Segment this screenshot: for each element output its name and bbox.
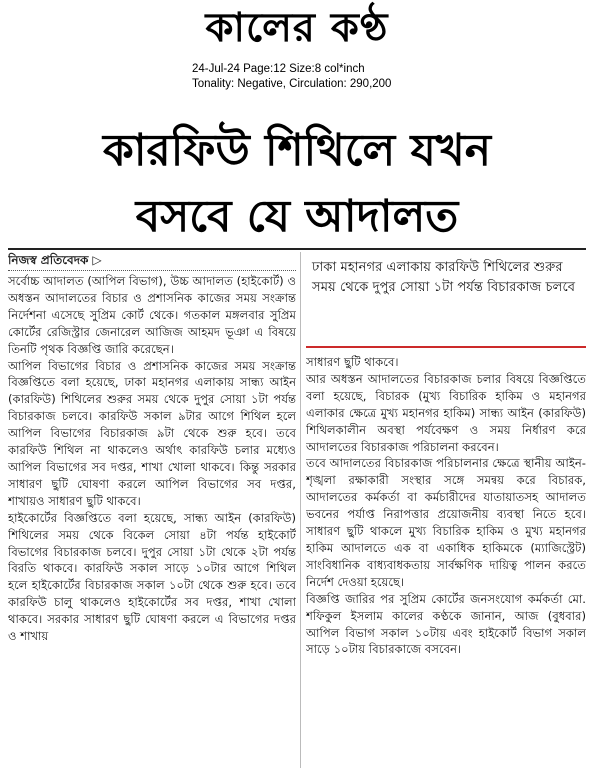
body-paragraph: হাইকোর্টের বিজ্ঞপ্তিতে বলা হয়েছে, সান্ধ্য আইন (কারফিউ) শিথিলের সময় থেকে বিকেল সোয়া ৪টা পর্যন্ত হাইকোর্ট বিভাগের বিচারকাজ চলবে। দুপুর সোয়া ১টা থেকে ২টা পর্যন্ত বিরতি থাকবে। কারফিউ সকাল সাড়ে ১০টার আগে শিথিল হলে হাইকোর্টের বিচারকাজ সকাল ১০টা থেকে শুরু হবে। তবে কারফিউ চালু থাকলেও হাইকোর্টের সব দপ্তর, শাখা খোলা থাকবে। সরকার সাধারণ ছুটি ঘোষণা করলে এ বিভাগের দপ্তর ও শাখায় xyxy=(8,510,296,644)
pull-quote xyxy=(306,252,586,348)
body-paragraph: সাধারণ ছুটি থাকবে। xyxy=(306,355,399,369)
body-paragraph: তবে আদালতের বিচারকাজ পরিচালনার ক্ষেত্রে স্থানীয় আইন-শৃঙ্খলা রক্ষাকারী সংস্থার সঙ্গে সমন্বয় করে বিচারক, আদালতের কর্মকর্তা বা কর্মচারীদের যাতায়াতসহ আদালত ভবনের পর্যাপ্ত নিরাপত্তার প্রয়োজনীয় ব্যবস্থা নিতে হবে। সাধারণ ছুটি থাকলে মুখ্য বিচারিক হাকিম ও মুখ্য মহানগর হাকিম আদালতে এক বা একাধিক হাকিমকে (ম্যাজিস্ট্রেট) সাংবিধানিক বাধ্যবাধকতায় সার্বক্ষণিক দায়িত্ব পালন করতে নির্দেশ দেওয়া হয়েছে। xyxy=(306,456,586,589)
headline-rule xyxy=(8,248,586,250)
article-headline xyxy=(0,118,594,250)
article-column-left xyxy=(8,252,296,772)
article-column-right xyxy=(306,252,586,772)
pull-quote-text: ঢাকা মহানগর এলাকায় কারফিউ শিথিলের শুরুর সময় থেকে দুপুর সোয়া ১টা পর্যন্ত বিচারকাজ চলবে xyxy=(312,260,576,295)
clipping-meta-date-size: 24-Jul-24 Page:12 Size:8 col*inch xyxy=(192,63,365,75)
body-paragraph: আর অধস্তন আদালতের বিচারকাজ চলার বিষয়ে বিজ্ঞপ্তিতে বলা হয়েছে, বিচারক (মুখ্য বিচারিক হাকিম ও মহানগর এলাকার ক্ষেত্রে মুখ্য মহানগর হাকিম) সান্ধ্য আইন (কারফিউ) শিথিলকালীন অবস্থা পর্যবেক্ষণ ও সময় নির্ধারণ করে আদালতের বিচারকাজ পরিচালনা করবেন। xyxy=(306,371,586,454)
column-divider xyxy=(300,252,301,768)
triangle-right-icon: ▷ xyxy=(92,253,102,267)
byline xyxy=(8,252,296,271)
headline-line-1: কারফিউ শিথিলে যখন xyxy=(102,125,492,176)
byline-text: নিজস্ব প্রতিবেদক xyxy=(8,253,89,267)
body-paragraph: আপিল বিভাগের বিচার ও প্রশাসনিক কাজের সময় সংক্রান্ত বিজ্ঞপ্তিতে বলা হয়েছে, ঢাকা মহানগর এলাকায় সান্ধ্য আইন (কারফিউ) শিথিলের শুরুর সময় থেকে দুপুর সোয়া ১টা পর্যন্ত বিচারকাজ চলবে। কারফিউ সকাল ৯টার আগে শিথিল হলে আপিল বিভাগের বিচারকাজ ৯টা থেকে শুরু হবে। তবে কারফিউ শিথিল না থাকলেও অর্থাৎ কারফিউ চলার মধ্যেও আপিল বিভাগের সব দপ্তর, শাখা খোলা থাকবে। কিন্তু সরকার সাধারণ ছুটি ঘোষণা করলে আপিল বিভাগের সব দপ্তর, শাখায়ও সাধারণ ছুটি থাকবে। xyxy=(8,358,296,508)
body-paragraph: বিজ্ঞপ্তি জারির পর সুপ্রিম কোর্টের জনসংযোগ কর্মকর্তা মো. শফিকুল ইসলাম কালের কণ্ঠকে জানান, আজ (বুধবার) আপিল বিভাগ সকাল ১০টায় এবং হাইকোর্ট বিভাগ সকাল সাড়ে ১০টায় বিচারকাজে বসবেন। xyxy=(306,591,586,657)
clipping-meta xyxy=(192,62,391,92)
body-paragraph: সর্বোচ্চ আদালত (আপিল বিভাগ), উচ্চ আদালত (হাইকোর্ট) ও অধস্তন আদালতের বিচার ও প্রশাসনিক কাজের সময় সংক্রান্ত নির্দেশনা এসেছে সুপ্রিম কোর্ট থেকে। গতকাল মঙ্গলবার সুপ্রিম কোর্টের রেজিস্ট্রার জেনারেল আজিজ আহমদ ভূঞা এ বিষয়ে তিনটি পৃথক বিজ্ঞপ্তি জারি করেছেন। xyxy=(8,274,296,356)
clipping-meta-tonality: Tonality: Negative, Circulation: 290,200 xyxy=(192,78,392,90)
headline-line-2: বসবে যে আদালত xyxy=(135,191,459,242)
newspaper-masthead: কালের কণ্ঠ xyxy=(205,5,389,51)
